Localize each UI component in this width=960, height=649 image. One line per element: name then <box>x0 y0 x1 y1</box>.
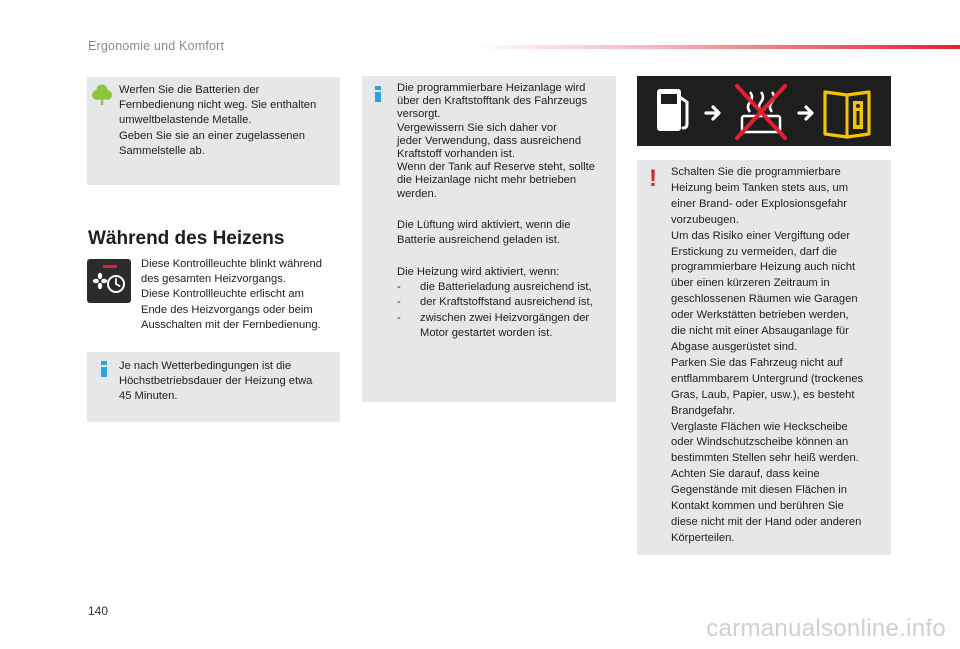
info-icon <box>101 361 107 377</box>
fuel-safety-pictogram <box>637 76 891 146</box>
heater-crossed-icon <box>737 86 785 138</box>
weather-line: Höchstbetriebsdauer der Heizung etwa <box>119 375 313 388</box>
list-dash: - <box>397 296 401 309</box>
watermark: carmanualsonline.info <box>706 615 946 642</box>
warning-text <box>671 165 885 547</box>
warning-line: vorzubeugen. <box>671 213 739 226</box>
ventilation-line: Batterie ausreichend geladen ist. <box>397 234 560 247</box>
owner-manual-icon <box>825 92 869 137</box>
eco-line: Geben Sie sie an einer zugelassenen <box>119 129 305 142</box>
page-number: 140 <box>88 604 109 618</box>
list-item <box>397 311 611 341</box>
list-item <box>397 280 611 295</box>
warning-line: Um das Risiko einer Vergiftung oder <box>671 229 851 242</box>
ventilation-text <box>397 218 611 248</box>
activation-intro: Die Heizung wird aktiviert, wenn: <box>397 266 560 278</box>
warning-line: einer Brand- oder Explosionsgefahr <box>671 197 847 210</box>
fuel-line: Wenn der Tank auf Reserve steht, sollte <box>397 161 595 174</box>
eco-line: umweltbelastende Metalle. <box>119 114 252 127</box>
arrow-right-icon <box>799 107 812 119</box>
heater-indicator-icon <box>87 259 131 303</box>
leaf-icon <box>92 84 112 106</box>
eco-line: Werfen Sie die Batterien der <box>119 84 260 96</box>
arrow-right-icon <box>706 107 719 119</box>
fuel-info-text <box>397 82 611 201</box>
fuel-line: versorgt. <box>397 108 441 121</box>
warning-line: entflammbarem Untergrund (trockenes <box>671 372 864 385</box>
fuel-pump-icon <box>657 89 687 131</box>
eco-line: Fernbedienung nicht weg. Sie enthalten <box>119 99 317 112</box>
list-text: die Batterieladung ausreichend ist, <box>420 281 592 294</box>
fuel-line: Die programmierbare Heizanlage wird <box>397 82 586 94</box>
warning-line: programmierbare Heizung auch nicht <box>671 261 856 274</box>
warning-line: Verglaste Flächen wie Heckscheibe <box>671 420 848 433</box>
indicator-line: Diese Kontrollleuchte blinkt während <box>141 258 322 270</box>
eco-note-text <box>119 83 334 159</box>
warning-line: über einen kürzeren Zeitraum in <box>671 277 830 290</box>
warning-icon: ! <box>649 165 657 192</box>
list-text: der Kraftstoffstand ausreichend ist, <box>420 296 593 309</box>
warning-line: die nicht mit einer Absauganlage für <box>671 325 849 338</box>
header-accent-line <box>470 45 960 49</box>
fuel-line: über den Kraftstofftank des Fahrzeugs <box>397 95 588 108</box>
warning-line: geschlossenen Räumen wie Garagen <box>671 293 858 306</box>
warning-line: Kontakt kommen und berühren Sie <box>671 500 844 513</box>
warning-line: Heizung beim Tanken stets aus, um <box>671 181 849 194</box>
weather-line: 45 Minuten. <box>119 390 178 403</box>
warning-line: bestimmten Stellen sehr heiß werden. <box>671 452 859 465</box>
warning-line: Achten Sie darauf, dass keine <box>671 468 820 481</box>
warning-line: Schalten Sie die programmierbare <box>671 166 841 178</box>
ventilation-line: Die Lüftung wird aktiviert, wenn die <box>397 219 571 231</box>
eco-line: Sammelstelle ab. <box>119 144 205 157</box>
fuel-line: jeder Verwendung, dass ausreichend <box>397 134 582 147</box>
indicator-line: Diese Kontrollleuchte erlischt am <box>141 288 304 301</box>
section-heading: Während des Heizens <box>88 228 285 249</box>
indicator-line: Ausschalten mit der Fernbedienung. <box>141 318 321 331</box>
activation-text <box>397 265 611 341</box>
weather-info-text <box>119 359 334 405</box>
warning-line: Erstickung zu vermeiden, darf die <box>671 245 838 258</box>
list-text: zwischen zwei Heizvorgängen der <box>420 311 590 324</box>
info-icon <box>375 86 381 102</box>
fuel-line: Kraftstoff vorhanden ist. <box>397 148 515 161</box>
warning-line: Gegenstände mit diesen Flächen in <box>671 484 848 497</box>
list-dash: - <box>397 281 401 294</box>
list-dash: - <box>397 311 401 324</box>
indicator-line: Ende des Heizvorgangs oder beim <box>141 303 313 316</box>
section-title: Ergonomie und Komfort <box>88 39 225 53</box>
warning-line: Gras, Laub, Papier, usw.), es besteht <box>671 388 855 401</box>
indicator-description <box>141 257 341 333</box>
warning-line: Körperteilen. <box>671 531 735 544</box>
warning-line: Abgase ausgerüstet sind. <box>671 340 798 353</box>
warning-line: diese nicht mit der Hand oder anderen <box>671 515 862 528</box>
fuel-line: Vergewissern Sie sich daher vor <box>397 121 557 134</box>
indicator-line: des gesamten Heizvorgangs. <box>141 273 286 286</box>
fuel-line: werden. <box>397 187 437 200</box>
list-item <box>397 295 611 310</box>
warning-line: Brandgefahr. <box>671 404 736 417</box>
list-text: Motor gestartet worden ist. <box>420 326 553 339</box>
warning-line: oder Windschutzscheibe können an <box>671 436 849 449</box>
fuel-line: die Heizanlage nicht mehr betrieben <box>397 174 577 187</box>
weather-line: Je nach Wetterbedingungen ist die <box>119 360 292 372</box>
warning-line: Parken Sie das Fahrzeug nicht auf <box>671 356 843 369</box>
warning-line: oder Werkstätten betrieben werden, <box>671 309 849 322</box>
